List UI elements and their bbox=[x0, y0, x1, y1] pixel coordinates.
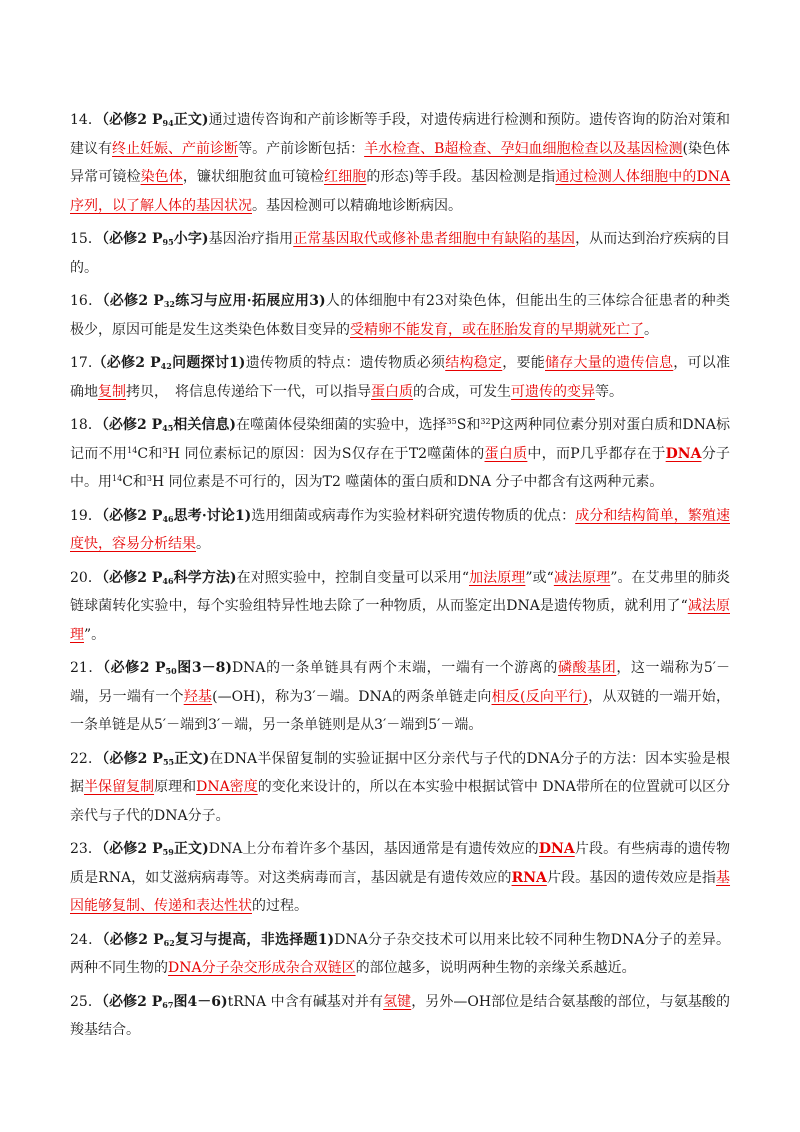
question-item bbox=[70, 835, 730, 921]
source-reference: 59 bbox=[162, 847, 174, 857]
question-item bbox=[70, 411, 730, 497]
question-text: 20． bbox=[70, 569, 102, 586]
question-item bbox=[70, 349, 730, 406]
answer-text: 正常基因取代或修补患者细胞中有缺陷的基因 bbox=[293, 231, 576, 247]
question-text: 的形态)等手段。基因检测是指 bbox=[366, 169, 556, 185]
question-list bbox=[70, 106, 730, 1045]
answer-text: 复制 bbox=[98, 383, 126, 400]
answer-text: 氢键 bbox=[383, 993, 412, 1010]
question-text: 的合成，可发生 bbox=[413, 383, 511, 400]
question-text: 19． bbox=[70, 507, 102, 524]
question-text: 24． bbox=[70, 931, 103, 948]
question-text: 在DNA半保留复制的实验证据中区分亲代与子代的DNA分子的方法：因本实验是根据 bbox=[70, 750, 730, 795]
question-item bbox=[70, 564, 730, 650]
answer-text: 通过检测人体细胞中的DNA序列，以了解人体的基因状况 bbox=[70, 169, 731, 214]
answer-text: 染色体 bbox=[140, 169, 183, 185]
answer-text: 红细胞 bbox=[324, 169, 367, 185]
answer-text: 可遗传的变异 bbox=[511, 383, 595, 400]
answer-text: 减法原理 bbox=[70, 598, 730, 643]
source-reference: 42 bbox=[160, 361, 172, 371]
question-item bbox=[70, 502, 730, 559]
question-text: ”或“ bbox=[525, 569, 554, 586]
question-text: tRNA 中含有碱基对并有 bbox=[227, 993, 384, 1010]
question-text: 的部位越多，说明两种生物的亲缘关系越近。 bbox=[355, 960, 636, 976]
question-text: S和 bbox=[456, 417, 481, 433]
source-reference: 46 bbox=[162, 575, 174, 586]
source-reference: 图4－6) bbox=[173, 993, 228, 1010]
question-text: 原理和 bbox=[154, 779, 197, 795]
source-reference: （必修2 P bbox=[102, 231, 163, 247]
source-reference: 科学方法) bbox=[173, 569, 237, 586]
question-text: 基因治疗指用 bbox=[208, 231, 294, 247]
source-reference: （必修2 P bbox=[101, 417, 163, 433]
source-reference: 思考·讨论1) bbox=[173, 507, 252, 524]
question-text: (—OH)，称为3′－端。DNA的两条单链走向 bbox=[212, 688, 492, 705]
question-text: 。 bbox=[196, 536, 210, 552]
answer-text: 羟基 bbox=[183, 688, 213, 705]
answer-text: 终止妊娠、产前诊断 bbox=[112, 140, 239, 157]
question-text: 等。产前诊断包括： bbox=[238, 140, 365, 157]
isotope-mass-number: 35 bbox=[446, 417, 457, 426]
question-text: 分子中。用 bbox=[70, 445, 731, 490]
question-text: H 同位素标记的原因：因为S仅存在于T2噬菌体的 bbox=[167, 445, 485, 462]
answer-text: 成分和结构简单，繁殖速度快，容易分析结果 bbox=[70, 507, 730, 552]
answer-text: DNA分子杂交形成杂合双链区 bbox=[168, 960, 356, 976]
question-text: DNA的一条单链具有两个末端，一端有一个游离的 bbox=[231, 660, 558, 676]
isotope-mass-number: 3 bbox=[162, 445, 168, 455]
question-text: (染色体异常可镜检 bbox=[70, 140, 730, 185]
question-text: 21． bbox=[70, 660, 103, 676]
answer-text: 蛋白质 bbox=[484, 445, 528, 462]
question-text: ，从双链的一端开始，一条单链是从5′－端到3′－端，另一条单链则是从3′－端到5′－端。 bbox=[70, 688, 731, 733]
question-item bbox=[70, 745, 730, 831]
answer-text: 基因能够复制、传递和表达性状 bbox=[70, 869, 731, 914]
source-reference: （必修2 P bbox=[102, 931, 164, 948]
source-reference: （必修2 P bbox=[102, 112, 163, 128]
question-text: ，这一端称为5′－端，另一端有一个 bbox=[70, 660, 730, 705]
question-text: ，从而达到治疗疾病的目的。 bbox=[70, 231, 731, 276]
source-reference: （必修2 P bbox=[102, 841, 163, 857]
source-reference: 46 bbox=[162, 513, 174, 524]
question-text: 选用细菌或病毒作为实验材料研究遗传物质的优点： bbox=[251, 507, 576, 524]
question-text: 中，而P几乎都存在于 bbox=[527, 445, 666, 462]
answer-text: 储存大量的遗传信息 bbox=[545, 355, 674, 371]
isotope-mass-number: 14 bbox=[127, 445, 138, 455]
question-text: DNA分子杂交技术可以用来比较不同种生物DNA分子的差异。两种不同生物的 bbox=[70, 931, 730, 976]
question-text: ，要能 bbox=[502, 355, 545, 371]
question-text: 等。 bbox=[595, 383, 623, 400]
answer-text: DNA bbox=[538, 841, 575, 857]
answer-text: 结构稳定 bbox=[445, 355, 503, 371]
source-reference: 复习与提高，非选择题1) bbox=[174, 931, 335, 948]
source-reference: 50 bbox=[165, 666, 177, 676]
answer-text: DNA密度 bbox=[196, 779, 258, 795]
question-text: 遗传物质的特点：遗传物质必须 bbox=[245, 355, 446, 371]
question-text: ，另外—OH部位是结合氨基酸的部位，与氨基酸的羧基结合。 bbox=[70, 993, 730, 1038]
question-text: ，可以准确地 bbox=[70, 355, 731, 400]
source-reference: 练习与应用·拓展应用3) bbox=[174, 293, 326, 309]
source-reference: 67 bbox=[162, 999, 174, 1010]
isotope-mass-number: 32 bbox=[480, 417, 491, 426]
question-text: 18． bbox=[70, 417, 102, 433]
answer-text: 受精卵不能发育，或在胚胎发育的早期就死亡了 bbox=[350, 321, 644, 338]
source-reference: （必修2 P bbox=[92, 355, 161, 371]
answer-text: 加法原理 bbox=[469, 569, 526, 586]
answer-text: 磷酸基团 bbox=[557, 660, 617, 676]
document-page bbox=[70, 106, 730, 1050]
source-reference: 62 bbox=[163, 937, 175, 948]
question-text: C和 bbox=[137, 445, 163, 462]
question-text: 。基因检测可以精确地诊断病因。 bbox=[252, 197, 462, 214]
source-reference: （必修2 P bbox=[102, 293, 164, 309]
question-text: C和 bbox=[122, 474, 147, 490]
question-text: 17. bbox=[70, 355, 93, 371]
source-reference: （必修2 P bbox=[102, 750, 163, 767]
answer-text: 羊水检查、B超检查、孕妇血细胞检查以及基因检测 bbox=[364, 140, 683, 157]
question-item bbox=[70, 926, 730, 983]
question-text: 的过程。 bbox=[252, 898, 308, 914]
question-text: 人的体细胞中有23对染色体，但能出生的三体综合征患者的种类极少，原因可能是发生这类染色体数目变异的 bbox=[70, 293, 730, 338]
question-text: 14． bbox=[70, 112, 102, 128]
source-reference: （必修2 P bbox=[101, 569, 163, 586]
question-text: 的变化来设计的，所以在本实验中根据试管中 DNA带所在的位置就可以区分亲代与子代的DNA分子。 bbox=[70, 779, 730, 824]
question-text: 拷贝， 将信息传递给下一代，可以指导 bbox=[126, 383, 371, 400]
question-item bbox=[70, 225, 730, 282]
source-reference: （必修2 P bbox=[101, 507, 163, 524]
question-text: 25． bbox=[70, 993, 102, 1010]
isotope-mass-number: 3 bbox=[146, 474, 152, 483]
question-text: 22． bbox=[70, 750, 103, 767]
answer-text: 减法原理 bbox=[553, 569, 611, 586]
source-reference: 问题探讨1) bbox=[171, 355, 246, 371]
source-reference: 正文) bbox=[174, 750, 210, 767]
question-text: 16． bbox=[70, 293, 103, 309]
question-item bbox=[70, 988, 730, 1045]
question-item bbox=[70, 287, 730, 344]
question-text: 15． bbox=[70, 231, 102, 247]
source-reference: （必修2 P bbox=[101, 993, 163, 1010]
question-text: 通过遗传咨询和产前诊断等手段，对遗传病进行检测和预防。遗传咨询的防治对策和建议有 bbox=[70, 112, 730, 157]
question-item bbox=[70, 654, 730, 740]
question-text: 片段。有些病毒的遗传物质是RNA，如艾滋病病毒等。对这类病毒而言，基因就是有遗传效应的 bbox=[70, 841, 730, 886]
source-reference: 95 bbox=[162, 237, 174, 247]
source-reference: 正文) bbox=[173, 112, 209, 128]
source-reference: （必修2 P bbox=[103, 660, 166, 676]
question-text: 在噬菌体侵染细菌的实验中，选择 bbox=[236, 417, 447, 433]
source-reference: 32 bbox=[163, 299, 175, 309]
source-reference: 正文) bbox=[173, 841, 209, 857]
answer-text: DNA bbox=[665, 445, 702, 462]
question-item bbox=[70, 106, 730, 220]
source-reference: 图3－8) bbox=[176, 660, 232, 676]
question-text: 23． bbox=[70, 841, 103, 857]
source-reference: 94 bbox=[162, 118, 174, 128]
question-text: ”。 bbox=[84, 626, 106, 643]
question-text: ，镰状细胞贫血可镜检 bbox=[182, 169, 325, 185]
isotope-mass-number: 14 bbox=[112, 474, 123, 483]
question-text: H 同位素是不可行的，因为T2 噬菌体的蛋白质和DNA 分子中都含有这两种元素。 bbox=[152, 474, 664, 490]
question-text: ”。在艾弗里的肺炎链球菌转化实验中，每个实验组特异性地去除了一种物质，从而鉴定出DNA是遗传物质，就利用了“ bbox=[70, 569, 730, 614]
question-text: DNA上分布着许多个基因，基因通常是有遗传效应的 bbox=[208, 841, 539, 857]
source-reference: 小字) bbox=[173, 231, 209, 247]
source-reference: 相关信息) bbox=[173, 417, 237, 433]
question-text: 。 bbox=[644, 321, 658, 338]
source-reference: 55 bbox=[162, 756, 175, 767]
source-reference: 45 bbox=[162, 423, 174, 433]
answer-text: 相反(反向平行) bbox=[491, 688, 588, 705]
answer-text: 蛋白质 bbox=[371, 383, 413, 400]
question-text: 在对照实验中，控制自变量可以采用“ bbox=[236, 569, 469, 586]
question-text: 片段。基因的遗传效应是指 bbox=[546, 869, 717, 886]
answer-text: 半保留复制 bbox=[84, 779, 155, 795]
question-text: P这两种同位素分别对蛋白质和DNA标记而不用 bbox=[70, 417, 730, 462]
answer-text: RNA bbox=[511, 869, 547, 886]
